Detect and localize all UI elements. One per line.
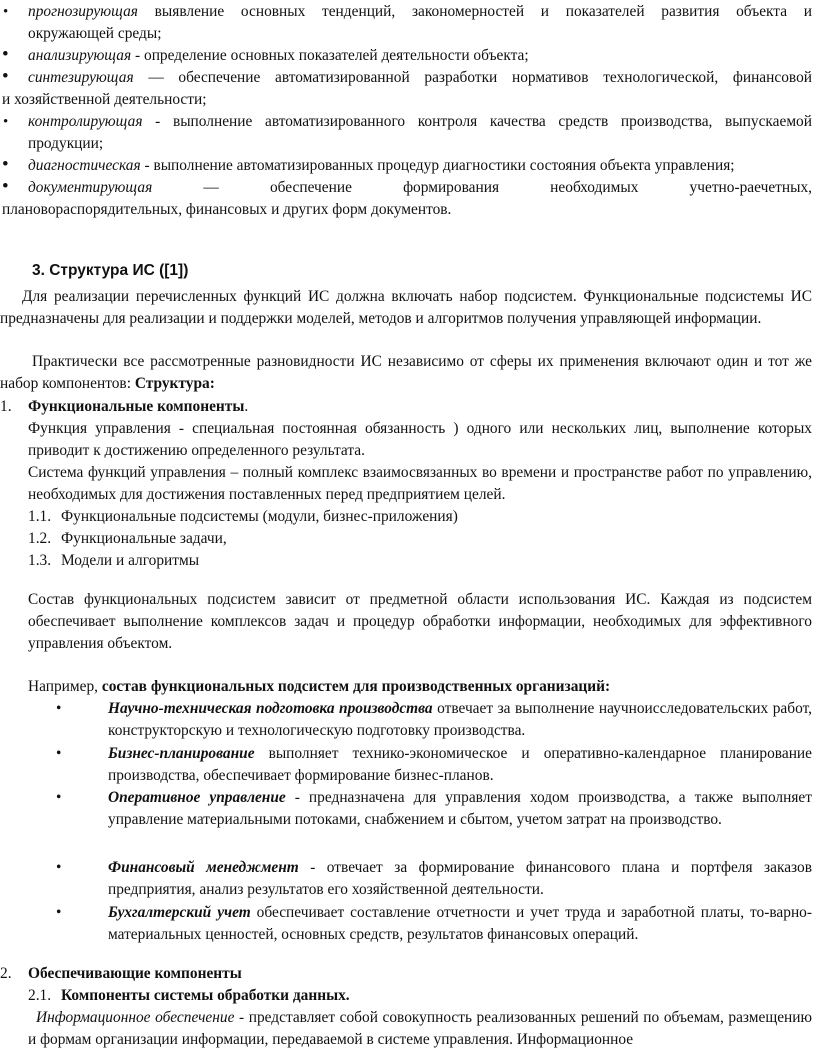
- subsystems-list: [28, 698, 812, 946]
- bullet-icon: •: [2, 44, 9, 65]
- bullet-icon: •: [56, 859, 62, 876]
- list-item: 1.2. Функциональные задачи,: [28, 530, 227, 547]
- definition-management-system: Система функций управления – полный комплекс взаимосвязанных во времени и пространстве работ по управлению, необходимых для достижения поставленных перед предприятием целей.: [28, 464, 812, 503]
- paragraph-composition: Состав функциональных подсистем зависит от предметной области использования ИС. Каждая из подсистем обеспечивает выполнение комплексов задач и процедур обработки информации, необходимых для эффективного управления объектом.: [28, 591, 812, 652]
- list-item: • диагностическая - выполнение автоматизированных процедур диагностики состояния объекта управления;: [2, 154, 735, 175]
- paragraph-information-support: Информационное обеспечение - представляет собой совокупность реализованных решений по объемам, размещению и формам организации информации, передаваемой в системе управления. Информационное: [28, 1009, 812, 1048]
- list-item: • синтезирующая — обеспечение автоматизированной разработки нормативов технологической, финансовой и хозяйственной деятельности;: [2, 66, 812, 108]
- bullet-icon: •: [56, 789, 62, 806]
- list-item: • Бизнес-планирование выполняет технико-экономическое и оперативно-календарное планирование производства, обеспечивает формирование бизнес-планов.: [56, 745, 812, 784]
- paragraph-subsystems: Для реализации перечисленных функций ИС должна включать набор подсистем. Функциональные подсистемы ИС предназначены для реализации и поддержки моделей, методов и алгоритмов получения управляющей информации.: [0, 288, 812, 327]
- list-item: • Финансовый менеджмент - отвечает за формирование финансового плана и портфеля заказов предприятия, анализ результатов его хозяйственной деятельности.: [56, 859, 812, 898]
- list-item: • прогнозирующая выявление основных тенденций, закономерностей и показателей развития объекта и окружающей среды;: [3, 3, 812, 42]
- list-item: • Бухгалтерский учет обеспечивает составление отчетности и учет труда и заработной платы, то-варно-материальных ценностей, основных средств, результатов финансовых операций.: [56, 904, 812, 943]
- example-lead: Например, состав функциональных подсистем для производственных организаций:: [28, 678, 611, 695]
- sub-items-list: [28, 506, 812, 572]
- list-item: • документирующая — обеспечение формирования необходимых учетно-раечетных, плановораспорядительных, финансовых и других форм документов.: [2, 176, 812, 218]
- bullet-icon: •: [2, 154, 9, 175]
- bullet-icon: •: [56, 745, 62, 762]
- item-data-processing-components: 2.1. Компоненты системы обработки данных.: [28, 987, 350, 1004]
- bullet-icon: •: [2, 176, 9, 197]
- section-title: 3. Структура ИС ([1]): [32, 262, 189, 279]
- functions-list: [0, 1, 816, 221]
- item-functional-components: 1. Функциональные компоненты.: [0, 398, 249, 415]
- list-item: 1.1. Функциональные подсистемы (модули, бизнес-приложения): [28, 508, 458, 525]
- list-item: • Научно-техническая подготовка производства отвечает за выполнение научноисследовательских работ, конструкторскую и технологическую подготовку производства.: [56, 700, 812, 739]
- bullet-icon: •: [3, 4, 9, 20]
- list-item: 1.3. Модели и алгоритмы: [28, 552, 200, 569]
- structure-label: Структура:: [134, 375, 215, 392]
- definition-management-function: Функция управления - специальная постоянная обязанность ) одного или нескольких лиц, выполнение которых приводит к достижению определенного результата.: [28, 420, 812, 459]
- list-item: • контролирующая - выполнение автоматизированного контроля качества средств производства, выпускаемой продукции;: [3, 113, 812, 152]
- list-item: • Оперативное управление - предназначена для управления ходом производства, а также выполняет управление материальными потоками, снабжением и сбытом, учетом затрат на производство.: [56, 789, 812, 828]
- bullet-icon: •: [3, 114, 9, 130]
- bullet-icon: •: [56, 700, 62, 717]
- list-item: • анализирующая - определение основных показателей деятельности объекта;: [2, 44, 529, 65]
- bullet-icon: •: [2, 66, 9, 87]
- bullet-icon: •: [56, 904, 62, 921]
- item-supporting-components: 2. Обеспечивающие компоненты: [0, 965, 242, 982]
- paragraph-components: Практически все рассмотренные разновидности ИС независимо от сферы их применения включают один и тот же набор компонентов: Структура:: [0, 353, 812, 392]
